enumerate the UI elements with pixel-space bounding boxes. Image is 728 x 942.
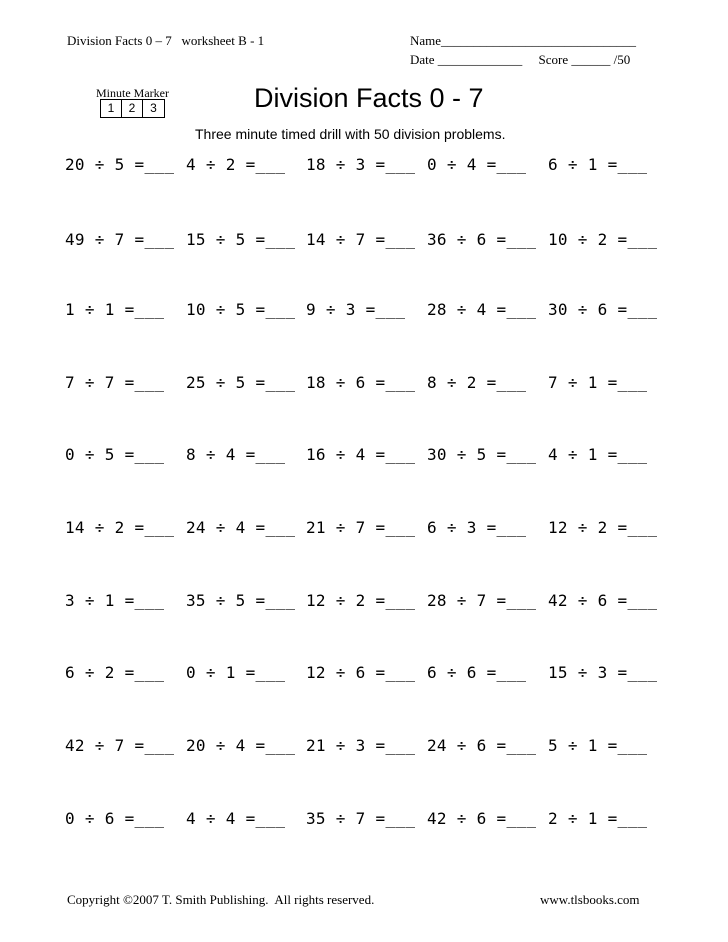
problem: 12 ÷ 2 =___ xyxy=(306,591,416,610)
problem: 25 ÷ 5 =___ xyxy=(186,373,296,392)
problem: 24 ÷ 6 =___ xyxy=(427,736,537,755)
problem: 30 ÷ 6 =___ xyxy=(548,300,658,319)
problem: 35 ÷ 5 =___ xyxy=(186,591,296,610)
problem: 14 ÷ 7 =___ xyxy=(306,230,416,249)
problem-row xyxy=(65,518,685,540)
problem: 7 ÷ 1 =___ xyxy=(548,373,648,392)
problem: 4 ÷ 1 =___ xyxy=(548,445,648,464)
problem: 20 ÷ 5 =___ xyxy=(65,155,175,174)
problem: 14 ÷ 2 =___ xyxy=(65,518,175,537)
problem: 35 ÷ 7 =___ xyxy=(306,809,416,828)
problem: 6 ÷ 2 =___ xyxy=(65,663,165,682)
page-subtitle: Three minute timed drill with 50 division problems. xyxy=(195,126,506,142)
problem: 10 ÷ 2 =___ xyxy=(548,230,658,249)
problem: 4 ÷ 2 =___ xyxy=(186,155,286,174)
problem: 24 ÷ 4 =___ xyxy=(186,518,296,537)
name-field-line: Name______________________________ xyxy=(410,33,637,48)
problem: 30 ÷ 5 =___ xyxy=(427,445,537,464)
problem-row xyxy=(65,300,685,322)
problem: 2 ÷ 1 =___ xyxy=(548,809,648,828)
problem-row xyxy=(65,230,685,252)
problem: 0 ÷ 5 =___ xyxy=(65,445,165,464)
problem: 6 ÷ 3 =___ xyxy=(427,518,527,537)
problem: 10 ÷ 5 =___ xyxy=(186,300,296,319)
problem: 21 ÷ 7 =___ xyxy=(306,518,416,537)
problem: 28 ÷ 7 =___ xyxy=(427,591,537,610)
problem-row xyxy=(65,445,685,467)
problem: 21 ÷ 3 =___ xyxy=(306,736,416,755)
worksheet-id-header: Division Facts 0 – 7 worksheet B - 1 xyxy=(67,33,265,48)
problem-row xyxy=(65,736,685,758)
problem-row xyxy=(65,373,685,395)
problem: 8 ÷ 4 =___ xyxy=(186,445,286,464)
footer-website: www.tlsbooks.com xyxy=(540,892,640,907)
minute-marker-box-3: 3 xyxy=(150,101,157,115)
problem-row xyxy=(65,591,685,613)
date-score-line: Date _____________ Score ______ /50 xyxy=(410,52,631,67)
problem: 28 ÷ 4 =___ xyxy=(427,300,537,319)
problem: 42 ÷ 6 =___ xyxy=(427,809,537,828)
problem: 18 ÷ 6 =___ xyxy=(306,373,416,392)
minute-marker-boxes xyxy=(100,99,165,118)
problem: 3 ÷ 1 =___ xyxy=(65,591,165,610)
problem: 0 ÷ 6 =___ xyxy=(65,809,165,828)
problem: 6 ÷ 1 =___ xyxy=(548,155,648,174)
problem: 12 ÷ 6 =___ xyxy=(306,663,416,682)
problem: 7 ÷ 7 =___ xyxy=(65,373,165,392)
problem: 42 ÷ 7 =___ xyxy=(65,736,175,755)
problem: 15 ÷ 5 =___ xyxy=(186,230,296,249)
minute-marker-box-2: 2 xyxy=(122,100,143,117)
problem-row xyxy=(65,809,685,831)
problem-row xyxy=(65,155,685,177)
problem: 8 ÷ 2 =___ xyxy=(427,373,527,392)
problem: 18 ÷ 3 =___ xyxy=(306,155,416,174)
problem: 20 ÷ 4 =___ xyxy=(186,736,296,755)
problem: 5 ÷ 1 =___ xyxy=(548,736,648,755)
page-title: Division Facts 0 - 7 xyxy=(254,83,484,113)
problem: 12 ÷ 2 =___ xyxy=(548,518,658,537)
problem: 15 ÷ 3 =___ xyxy=(548,663,658,682)
footer-copyright: Copyright ©2007 T. Smith Publishing. All rights reserved. xyxy=(67,892,375,907)
problem: 42 ÷ 6 =___ xyxy=(548,591,658,610)
minute-marker-box-1: 1 xyxy=(101,100,122,117)
problem: 0 ÷ 1 =___ xyxy=(186,663,286,682)
problem-row xyxy=(65,663,685,685)
problem: 4 ÷ 4 =___ xyxy=(186,809,286,828)
problem: 0 ÷ 4 =___ xyxy=(427,155,527,174)
problem: 16 ÷ 4 =___ xyxy=(306,445,416,464)
problem: 6 ÷ 6 =___ xyxy=(427,663,527,682)
problem: 49 ÷ 7 =___ xyxy=(65,230,175,249)
problem: 1 ÷ 1 =___ xyxy=(65,300,165,319)
problem: 9 ÷ 3 =___ xyxy=(306,300,406,319)
problem: 36 ÷ 6 =___ xyxy=(427,230,537,249)
minute-marker-label: Minute Marker xyxy=(96,86,169,100)
